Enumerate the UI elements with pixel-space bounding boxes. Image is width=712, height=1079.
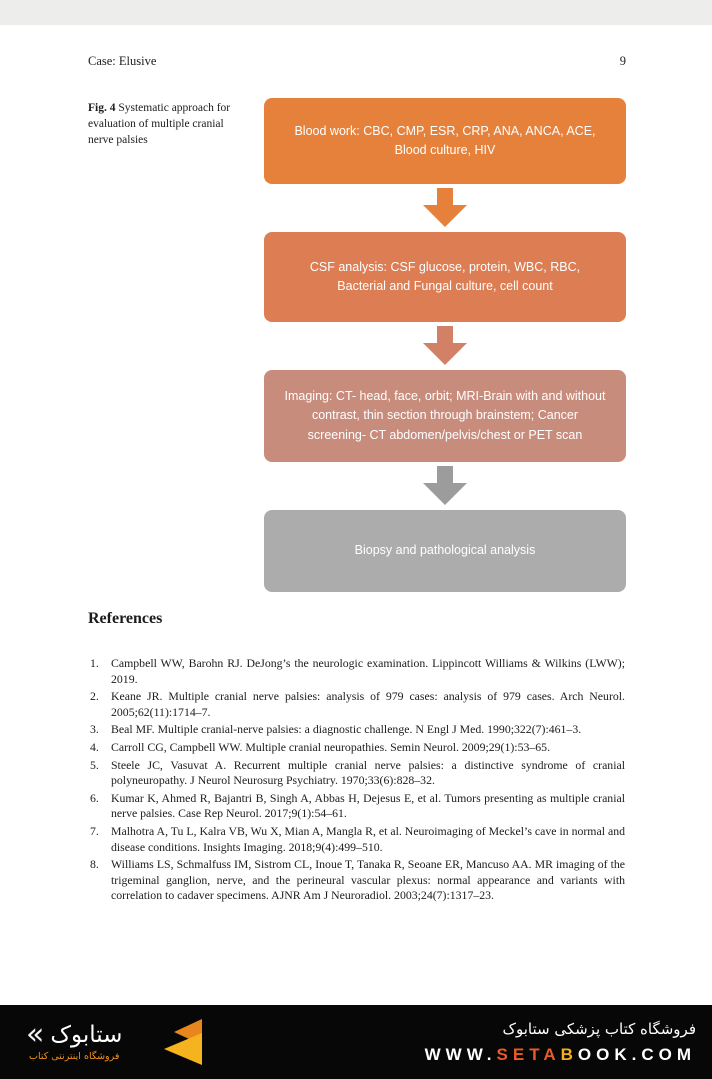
figure-caption	[88, 100, 238, 148]
logo-chevrons-icon: «	[26, 1017, 45, 1052]
page-number: 9	[619, 54, 626, 68]
reference-list	[88, 656, 625, 904]
references-section	[88, 610, 625, 906]
down-arrow-icon	[422, 326, 468, 366]
down-arrow-shape	[423, 326, 467, 365]
url-www: WWW.	[424, 1044, 497, 1064]
reference-item: Williams LS, Schmalfuss IM, Sistrom CL, Inoue T, Tanaka R, Seoane ER, Mancuso AA. MR imaging of the trigeminal ganglion, nerve, and the perineural vascular plexus: normal appearance and variants with correlation to cadaver specimens. AJNR Am J Neuroradiol. 2003;24(7):1317–23.	[111, 857, 625, 903]
figure-label: Fig. 4	[88, 102, 116, 114]
page-top-edge	[0, 0, 712, 25]
flow-step-imaging: Imaging: CT- head, face, orbit; MRI-Brain with and without contrast, thin section through brainstem; Cancer screening- CT abdomen/pelvis/chest or PET scan	[264, 370, 626, 462]
arrow-fold-bottom	[164, 1033, 202, 1065]
reference-item: Steele JC, Vasuvat A. Recurrent multiple cranial nerve palsies: a distinctive syndrome of cranial polyneuropathy. J Neurol Neurosurg Psychiatry. 1970;33(6):828–32.	[111, 757, 625, 788]
url-seta: SETA	[496, 1044, 561, 1064]
reference-item: Campbell WW, Barohn RJ. DeJong’s the neurologic examination. Lippincott Williams & Wilkins (LWW); 2019.	[111, 656, 625, 686]
reference-item: Beal MF. Multiple cranial-nerve palsies: a diagnostic challenge. N Engl J Med. 1990;322(7):461–3.	[111, 722, 582, 737]
running-head-title: Case: Elusive	[88, 54, 157, 68]
setabook-logo[interactable]	[26, 1017, 123, 1062]
website-url[interactable]	[425, 1045, 696, 1065]
flowchart	[264, 98, 626, 592]
footer-bar	[0, 1005, 712, 1079]
flow-step-blood-work: Blood work: CBC, CMP, ESR, CRP, ANA, ANCA, ACE, Blood culture, HIV	[264, 98, 626, 184]
down-arrow-shape	[423, 188, 467, 227]
figure-caption-text: Systematic approach for evaluation of multiple cranial nerve palsies	[88, 102, 231, 146]
reference-item: Malhotra A, Tu L, Kalra VB, Wu X, Mian A, Mangla R, et al. Neuroimaging of Meckel’s cave in normal and disease conditions. Insights Imaging. 2018;9(4):499–510.	[111, 823, 625, 854]
references-heading: References	[88, 610, 163, 627]
flow-step-biopsy: Biopsy and pathological analysis	[264, 510, 626, 592]
reference-item: Keane JR. Multiple cranial nerve palsies: analysis of 979 cases: analysis of 979 cases. Arch Neurol. 2005;62(11):1714–7.	[111, 689, 625, 719]
url-b: B	[560, 1044, 578, 1064]
reference-item: Carroll CG, Campbell WW. Multiple cranial neuropathies. Semin Neurol. 2009;29(1):53–65.	[111, 739, 551, 754]
flow-step-csf-analysis: CSF analysis: CSF glucose, protein, WBC, RBC, Bacterial and Fungal culture, cell count	[264, 232, 626, 322]
down-arrow-shape	[423, 466, 467, 505]
logo-tagline: فروشگاه اینترنتی کتاب	[29, 1051, 120, 1062]
running-head	[88, 54, 626, 69]
down-arrow-icon	[422, 188, 468, 228]
logo-brand-text: ستابوک	[50, 1022, 123, 1048]
url-ook-com: OOK.COM	[577, 1044, 696, 1064]
store-title: فروشگاه کتاب پزشکی ستابوک	[502, 1019, 696, 1038]
reference-item: Kumar K, Ahmed R, Bajantri B, Singh A, Abbas H, Dejesus E, et al. Tumors presenting as multiple cranial nerve palsies. Case Rep Neurol. 2017;9(1):54–61.	[111, 790, 625, 821]
down-arrow-icon	[422, 466, 468, 506]
setabook-arrow-icon	[160, 1019, 204, 1065]
